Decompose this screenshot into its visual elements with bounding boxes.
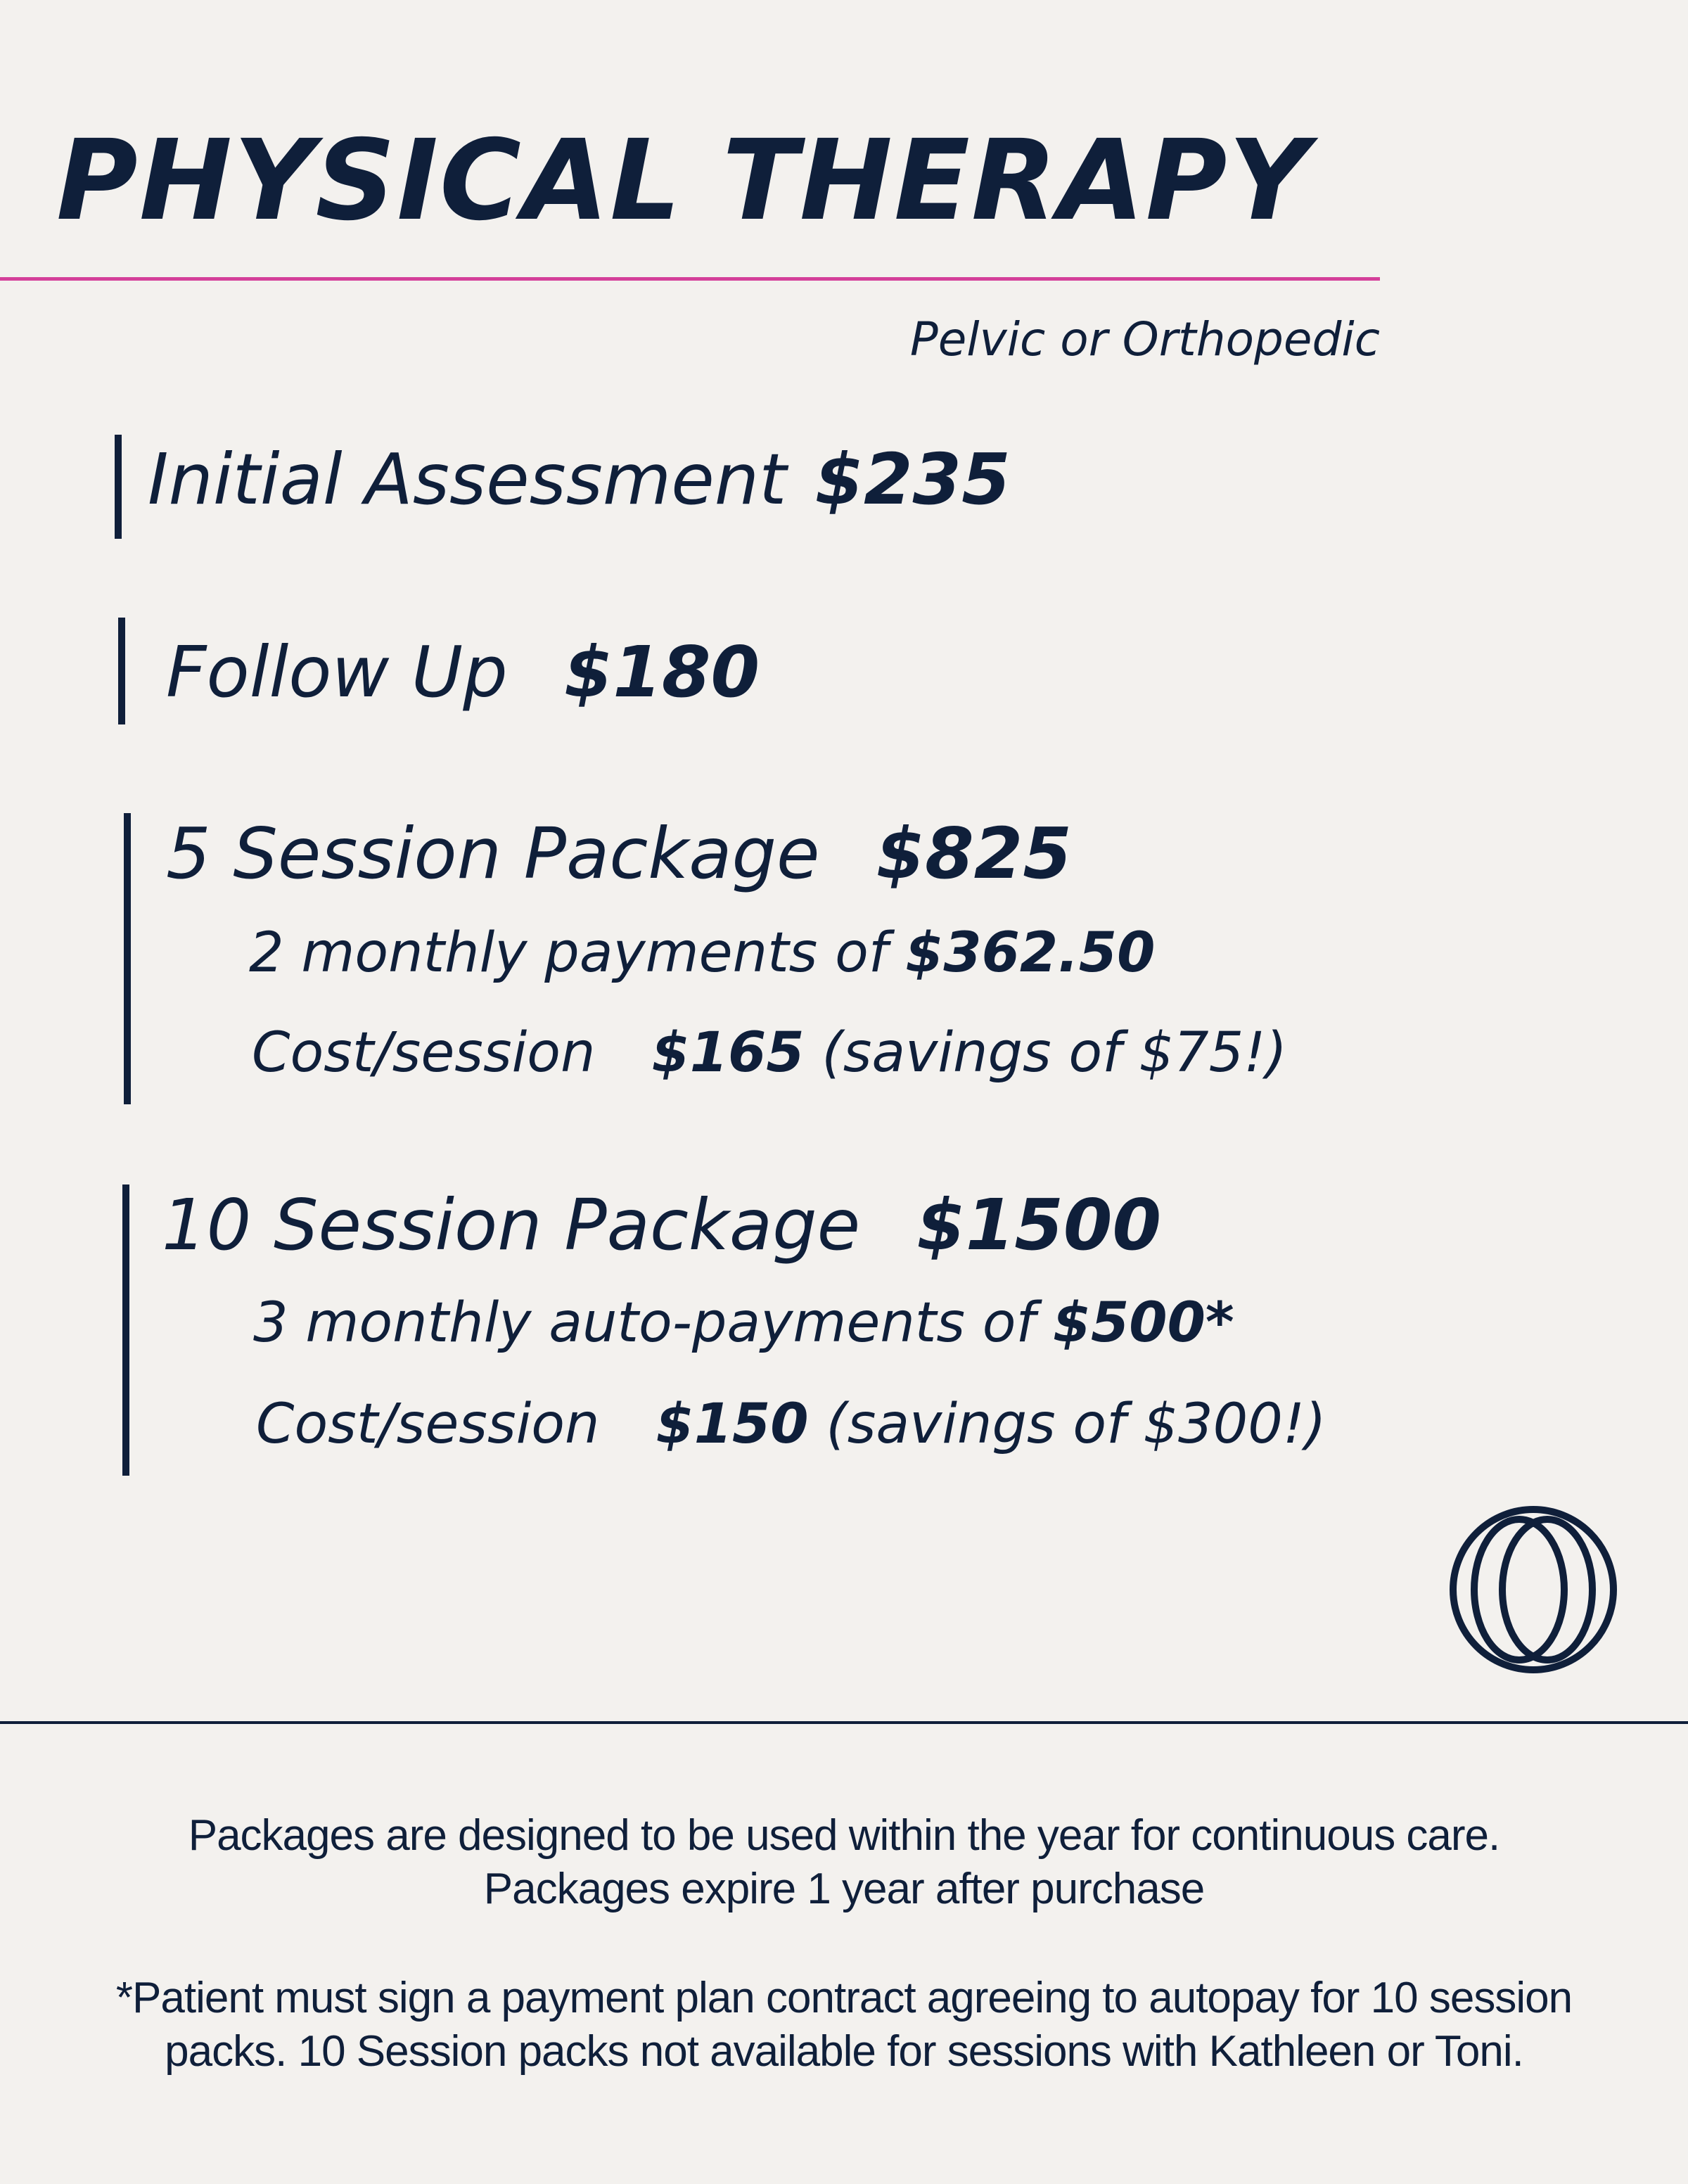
five-session-payments-text: 2 monthly payments of — [249, 921, 888, 985]
five-session-cost — [252, 1021, 1287, 1085]
follow-up-price: $180 — [563, 631, 760, 713]
ten-session-payments-text: 3 monthly auto-payments of — [253, 1291, 1035, 1355]
footer-note-line-2: Packages expire 1 year after purchase — [483, 1865, 1205, 1913]
ten-session-cost-amount: $150 — [656, 1393, 809, 1456]
follow-up-label: Follow Up — [166, 631, 508, 713]
footer-note-line-1: Packages are designed to be used within the year for continuous care. — [188, 1811, 1500, 1860]
five-session-row — [166, 812, 1072, 895]
follow-up-bar — [118, 618, 125, 724]
page-title: PHYSICAL THERAPY — [56, 116, 1311, 245]
ten-session-price: $1500 — [916, 1184, 1162, 1266]
ten-session-row — [162, 1184, 1162, 1266]
initial-assessment-label: Initial Assessment — [148, 438, 787, 521]
ten-session-savings: (savings of $300!) — [826, 1393, 1326, 1456]
interlocking-rings-logo-icon — [1446, 1502, 1620, 1677]
ten-session-payments-amount: $500* — [1052, 1291, 1234, 1355]
page-subtitle: Pelvic or Orthopedic — [909, 312, 1380, 366]
five-session-bar — [124, 813, 131, 1104]
initial-assessment-bar — [115, 435, 122, 539]
five-session-label: 5 Session Package — [166, 812, 820, 895]
five-session-savings: (savings of $75!) — [821, 1021, 1287, 1085]
five-session-price: $825 — [876, 812, 1072, 895]
ten-session-bar — [122, 1184, 129, 1476]
five-session-payments-amount: $362.50 — [905, 921, 1156, 985]
five-session-cost-label: Cost/session — [252, 1021, 596, 1085]
initial-assessment-row — [148, 438, 1011, 521]
footer-disclaimer — [0, 1972, 1688, 2078]
five-session-cost-amount: $165 — [651, 1021, 805, 1085]
footer-disclaimer-line-1: *Patient must sign a payment plan contract agreeing to autopay for 10 session — [115, 1974, 1573, 2022]
footer-divider — [0, 1721, 1688, 1724]
five-session-payments — [249, 921, 1156, 985]
follow-up-row — [166, 631, 760, 713]
ten-session-label: 10 Session Package — [162, 1184, 861, 1266]
footer-note — [0, 1809, 1688, 1916]
initial-assessment-price: $235 — [814, 438, 1011, 521]
ten-session-cost — [256, 1393, 1326, 1456]
footer-disclaimer-line-2: packs. 10 Session packs not available for sessions with Kathleen or Toni. — [165, 2027, 1523, 2076]
ten-session-cost-label: Cost/session — [256, 1393, 600, 1456]
ten-session-payments — [253, 1291, 1234, 1355]
title-divider — [0, 277, 1380, 281]
